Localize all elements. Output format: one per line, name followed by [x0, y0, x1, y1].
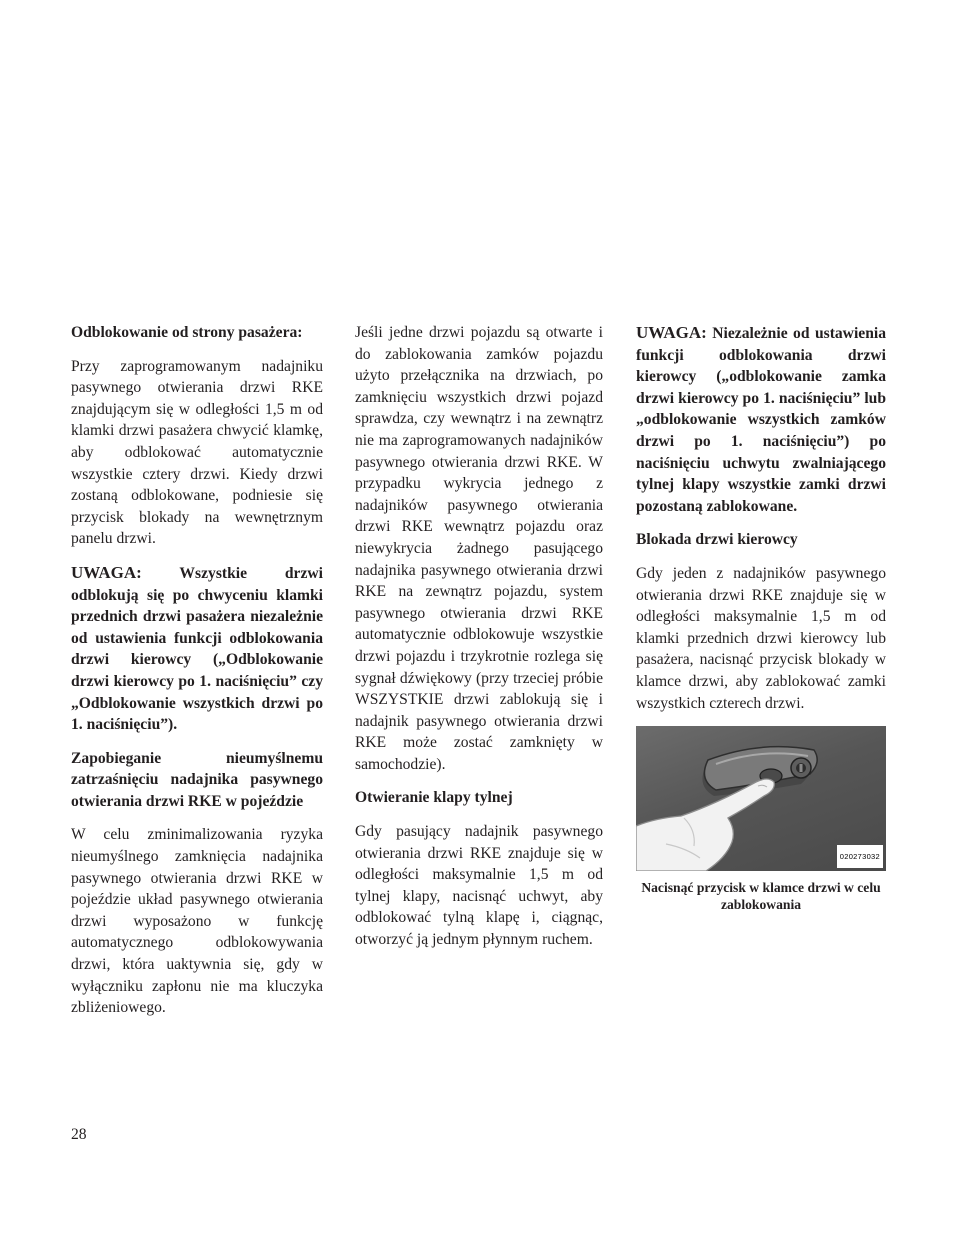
figure-code: 020273032	[837, 845, 883, 869]
text-column-3	[636, 322, 886, 913]
paragraph: Gdy pasujący nadajnik pasywnego otwierania drzwi RKE znajduje się w odległości maksymalnie 1,5 m od tylnej klapy, nacisnąć uchwyt, aby odblokować tylną klapę i, ciągnąc, otworzyć ją jednym płynnym ruchem.	[355, 823, 603, 949]
section-heading: Zapobieganie nieumyślnemu zatrzaśnięciu nadajnika pasywnego otwierania drzwi RKE w pojeździe	[71, 749, 323, 810]
page-number: 28	[71, 1126, 87, 1143]
note-label: UWAGA:	[636, 323, 707, 342]
note-paragraph	[636, 322, 886, 517]
note-text: Wszystkie drzwi odblokują się po chwyceniu klamki przednich drzwi pasażera niezależnie od ustawienia funkcji odblokowania drzwi kierowcy („Odblokowanie drzwi kierowcy po 1. naciśnięciu” czy „Odblokowanie wszystkich drzwi po 1. naciśnięciu”).	[71, 564, 323, 734]
paragraph: Jeśli jedne drzwi pojazdu są otwarte i do zablokowania zamków pojazdu użyto przełącznika na drzwiach, po zamknięciu wszystkich drzwi pojazd sprawdza, czy wewnątrz i na zewnątrz nie ma zaprogramowanych nadajników pasywnego otwierania drzwi RKE. W przypadku wykrycia jednego z nadajników pasywnego otwierania drzwi RKE wewnątrz pojazdu oraz niewykrycia żadnego pasującego nadajnika pasywnego otwierania drzwi RKE na zewnątrz pojazdu, system pasywnego otwierania drzwi RKE automatycznie odblokowuje wszystkie drzwi pojazdu i trzykrotnie rozlega się sygnał dźwiękowy (przy trzeciej próbie WSZYSTKIE drzwi zablokują się i nadajnik pasywnego otwierania drzwi RKE może zostać zamknięty w samochodzie).	[355, 324, 603, 773]
note-text: Niezależnie od ustawienia funkcji odblokowania drzwi kierowcy („odblokowanie zamka drzwi kierowcy po 1. naciśnięciu” lub „odblokowanie wszystkich zamków drzwi po 1. naciśnięciu”) po naciśnięciu uchwytu zwalniającego tylnej klapy wszystkie zamki drzwi pozostaną zablokowane.	[636, 325, 886, 515]
text-column-1	[71, 322, 323, 1031]
figure-caption: Nacisnąć przycisk w klamce drzwi w celu zablokowania	[641, 880, 881, 913]
section-heading: Odblokowanie od strony pasażera:	[71, 324, 303, 341]
paragraph: Przy zaprogramowanym nadajniku pasywnego otwierania drzwi RKE znajdującym się w odległości 1,5 m od klamki drzwi pasażera chwycić klamkę, aby odblokować automatycznie wszystkie cztery drzwi. Kiedy drzwi zostaną odblokowane, podniesie się przycisk blokady na wewnętrznym panelu drzwi.	[71, 357, 323, 548]
section-heading: Blokada drzwi kierowcy	[636, 531, 798, 549]
note-label: UWAGA:	[71, 562, 142, 582]
note-paragraph	[71, 562, 323, 736]
paragraph: W celu zminimalizowania ryzyka nieumyślnego zamknięcia nadajnika pasywnego otwierania drzwi RKE w pojeździe układ pasywnego otwierania drzwi wyposażono w funkcję automatycznego odblokowywania drzwi, która uaktywnia się, gdy w wyłączniku zapłonu nie ma kluczyka zbliżeniowego.	[71, 826, 323, 1017]
text-column-2	[355, 322, 603, 963]
paragraph: Gdy jeden z nadajników pasywnego otwierania drzwi RKE znajduje się w odległości maksymalnie 1,5 m od klamki przednich drzwi kierowcy lub pasażera, nacisnąć przycisk blokady w klamce drzwi, aby zablokować zamki wszystkich czterech drzwi.	[636, 564, 886, 712]
door-handle-photo	[636, 726, 886, 871]
section-heading: Otwieranie klapy tylnej	[355, 789, 513, 807]
